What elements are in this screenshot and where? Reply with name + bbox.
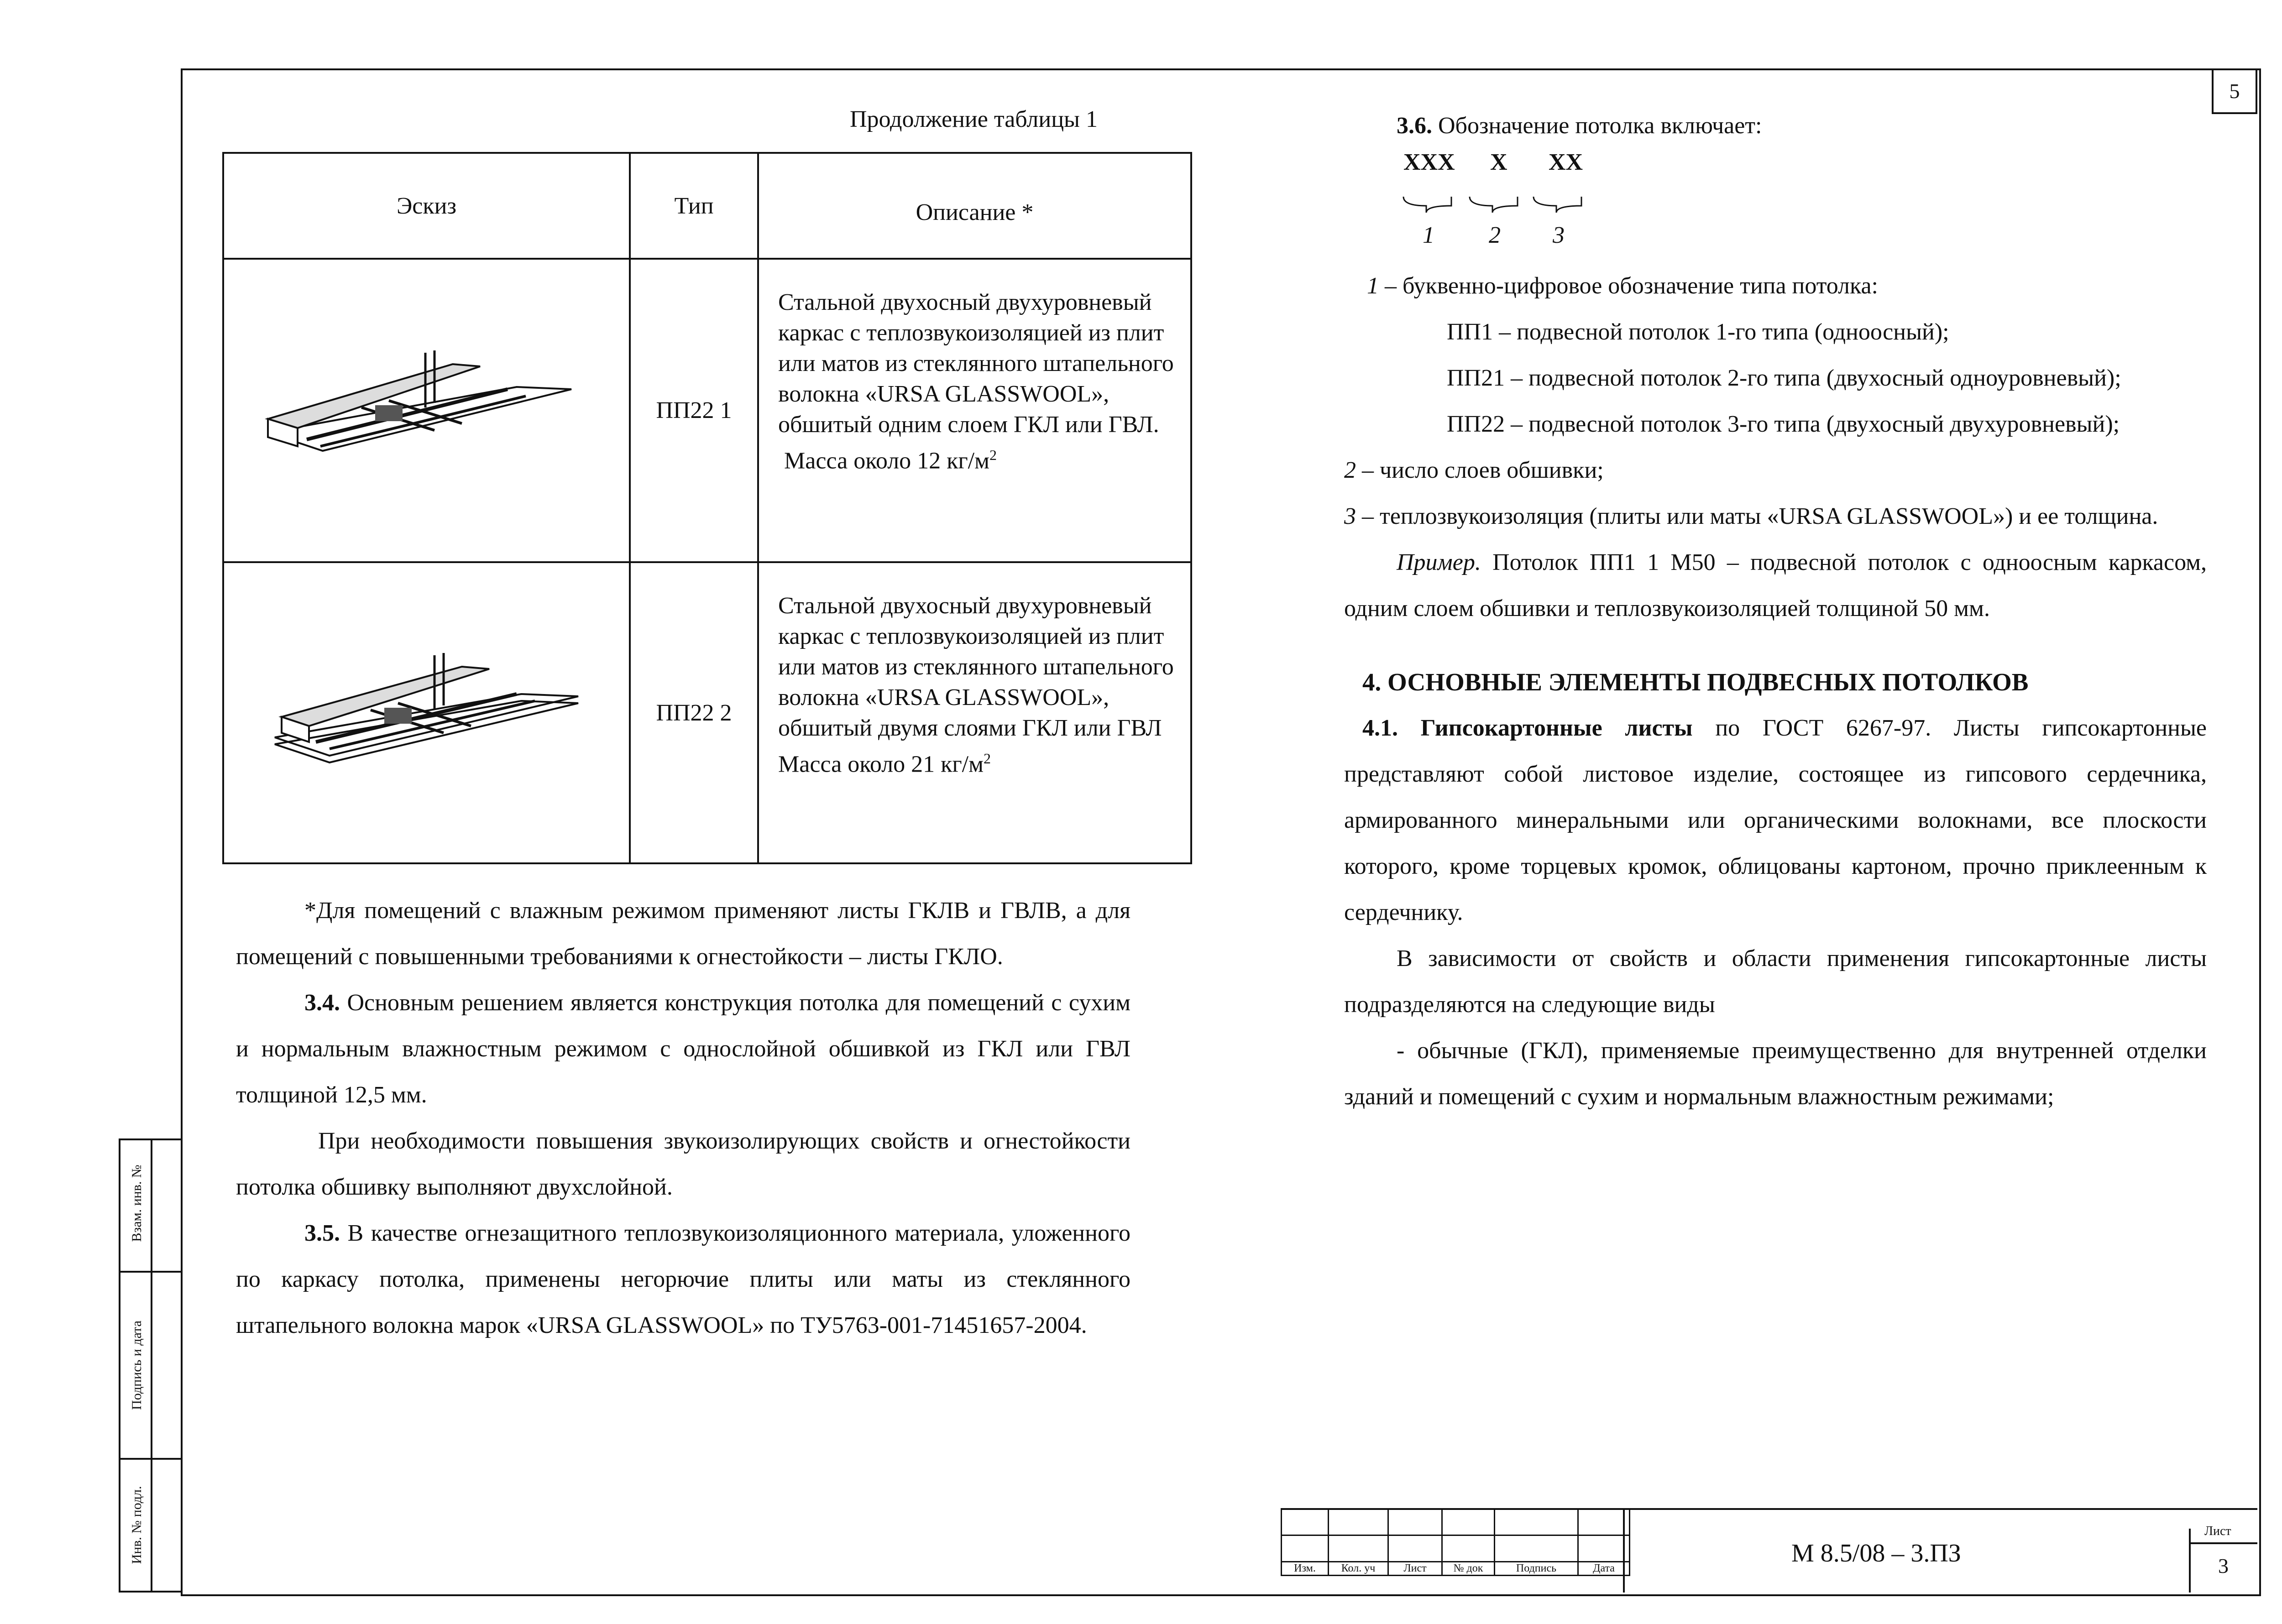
- code-number-3: 3: [1553, 222, 1565, 248]
- example-text: Потолок ПП1 1 М50 – подвесной потолок с одноосным каркасом, одним слоем обшивки и теплозвукоизоляцией толщиной 50 мм.: [1344, 549, 2207, 621]
- paragraph-3-4-number: 3.4.: [304, 990, 340, 1016]
- description-text-1: Стальной двухосный двухуровневый каркас с теплозвукоизоляцией из плит или матов из стеклянного штапельного волокна «URSA GLASSWOOL», обшитый одним слоем ГКЛ или ГВЛ.: [778, 289, 1174, 438]
- item-1-text: – буквенно-цифровое обозначение типа потолка:: [1385, 273, 1879, 299]
- stamp-col-dok: № док: [1442, 1562, 1495, 1576]
- paragraph-4-1-number: 4.1.: [1362, 715, 1398, 741]
- description-pp22-1: [758, 259, 1191, 562]
- paragraph-4-2: В зависимости от свойств и области применения гипсокартонные листы подразделяются на следующие виды: [1344, 945, 2207, 1018]
- paragraph-3-6: [1344, 103, 2207, 149]
- paragraph-3-4b: При необходимости повышения звукоизолирующих свойств и огнестойкости потолка обшивку выполняют двухслойной.: [236, 1128, 1131, 1200]
- sketch-cell: [223, 259, 630, 562]
- code-part-3: XX: [1549, 149, 1583, 175]
- code-braces: [1401, 194, 1593, 217]
- stamp-list-label: Лист: [2204, 1524, 2231, 1538]
- code-part-1: XXX: [1403, 149, 1455, 175]
- item-pp22: ПП22 – подвесной потолок 3-го типа (двухосный двухуровневый);: [1447, 411, 2120, 437]
- item-3: [1344, 493, 2207, 539]
- paragraph-4-1-text: по ГОСТ 6267-97. Листы гипсокартонные представляют собой листовое изделие, состоящее из гипсового сердечника, армированного минеральными или органическими волокнами, все плоскости которого, кроме торцевых кромок, облицованы картоном, прочно приклеенным к сердечнику.: [1344, 715, 2207, 925]
- item-pp1: ПП1 – подвесной потолок 1-го типа (одноосный);: [1447, 319, 1949, 345]
- paragraph-3-5: [236, 1210, 1131, 1348]
- description-text-2: Стальной двухосный двухуровневый каркас с теплозвукоизоляцией из плит или матов из стеклянного штапельного волокна «URSA GLASSWOOL», обшитый двумя слоями ГКЛ или ГВЛ Масса около 21 кг/м: [778, 593, 1174, 778]
- page-number-box: [2212, 68, 2257, 114]
- item-2: [1344, 447, 2207, 493]
- sheet-number: 3: [2218, 1554, 2229, 1577]
- table-caption: Продолжение таблицы 1: [850, 106, 1098, 132]
- header-sketch: Эскиз: [223, 153, 630, 259]
- section-4-title: 4. ОСНОВНЫЕ ЭЛЕМЕНТЫ ПОДВЕСНЫХ ПОТОЛКОВ: [1362, 668, 2029, 696]
- item-3-text: – теплозвукоизоляция (плиты или маты «URSA GLASSWOOL») и ее толщина.: [1362, 503, 2158, 529]
- ceiling-sketch-2: [225, 619, 628, 801]
- mass-sup-1: 2: [989, 447, 997, 463]
- stamp-col-list: Лист: [1388, 1562, 1442, 1576]
- stamp-divider: [1623, 1508, 1625, 1593]
- label-inv: Инв. № подл.: [129, 1486, 144, 1564]
- stamp-col-data: Дата: [1578, 1562, 1630, 1576]
- stamp-col-kol: Кол. уч: [1329, 1562, 1388, 1576]
- paragraph-3-5-number: 3.5.: [304, 1220, 340, 1246]
- stamp-list-line: [2189, 1542, 2257, 1544]
- footnote: *Для помещений с влажным режимом применяют листы ГКЛВ и ГВЛВ, а для помещений с повышенными требованиями к огнестойкости – листы ГКЛО.: [236, 898, 1131, 970]
- stamp-col-izm: Изм.: [1282, 1562, 1329, 1576]
- paragraph-4-1-bold: Гипсокартонные листы: [1420, 715, 1693, 741]
- left-column: [236, 888, 1131, 1348]
- paragraph-3-5-text: В качестве огнезащитного теплозвукоизоляционного материала, уложенного по каркасу потолка, применены негорючие плиты или маты из стеклянного штапельного волокна марок «URSA GLASSWOOL» по ТУ5763-001-71451657-2004.: [236, 1220, 1131, 1338]
- document-code: М 8.5/08 – 3.ПЗ: [1791, 1539, 1961, 1567]
- code-scheme: [1344, 149, 2207, 263]
- paragraph-4-3: - обычные (ГКЛ), применяемые преимущественно для внутренней отделки зданий и помещений с сухим и нормальным влажностным режимами;: [1344, 1038, 2207, 1110]
- label-vzam: Взам. инв. №: [129, 1164, 144, 1242]
- example: [1344, 539, 2207, 632]
- stamp-grid: [1281, 1508, 1630, 1576]
- code-number-1: 1: [1423, 222, 1434, 248]
- item-3-number: 3: [1344, 503, 1356, 529]
- item-2-text: – число слоев обшивки;: [1362, 457, 1604, 483]
- paragraph-4-1: [1344, 705, 2207, 935]
- type-pp22-1: ПП22 1: [630, 259, 758, 562]
- ceiling-sketch-1: [225, 316, 628, 499]
- paragraph-3-4-text: Основным решением является конструкция потолка для помещений с сухим и нормальным влажностным режимом с однослойной обшивкой из ГКЛ или ГВЛ толщиной 12,5 мм.: [236, 990, 1131, 1108]
- ceiling-types-table: [222, 152, 1192, 864]
- mass-text-1: Масса около 12 кг/м: [784, 448, 990, 474]
- paragraph-3-4: [236, 980, 1131, 1118]
- stamp-list-divider: [2189, 1529, 2191, 1593]
- item-1: [1344, 263, 2207, 309]
- header-description: Описание *: [758, 153, 1191, 259]
- code-number-2: 2: [1489, 222, 1501, 248]
- approval-divider: [151, 1138, 152, 1593]
- paragraph-3-6-text: Обозначение потолка включает:: [1438, 113, 1762, 139]
- paragraph-3-6-number: 3.6.: [1397, 113, 1432, 139]
- approval-line-1: [119, 1271, 183, 1273]
- type-pp22-2: ПП22 2: [630, 562, 758, 863]
- page-number: 5: [2229, 79, 2240, 103]
- item-2-number: 2: [1344, 457, 1356, 483]
- item-1-number: 1: [1367, 273, 1379, 299]
- example-label: Пример.: [1397, 549, 1481, 575]
- label-podpis: Подпись и дата: [129, 1321, 144, 1410]
- sketch-cell: [223, 562, 630, 863]
- code-part-2: X: [1490, 149, 1507, 175]
- header-type: Тип: [630, 153, 758, 259]
- right-column: [1344, 103, 2207, 1120]
- mass-sup-2: 2: [984, 750, 991, 767]
- stamp-col-podpis: Подпись: [1495, 1562, 1578, 1576]
- item-pp21: ПП21 – подвесной потолок 2-го типа (двухосный одноуровневый);: [1447, 365, 2121, 391]
- description-pp22-2: [758, 562, 1191, 863]
- approval-line-2: [119, 1458, 183, 1460]
